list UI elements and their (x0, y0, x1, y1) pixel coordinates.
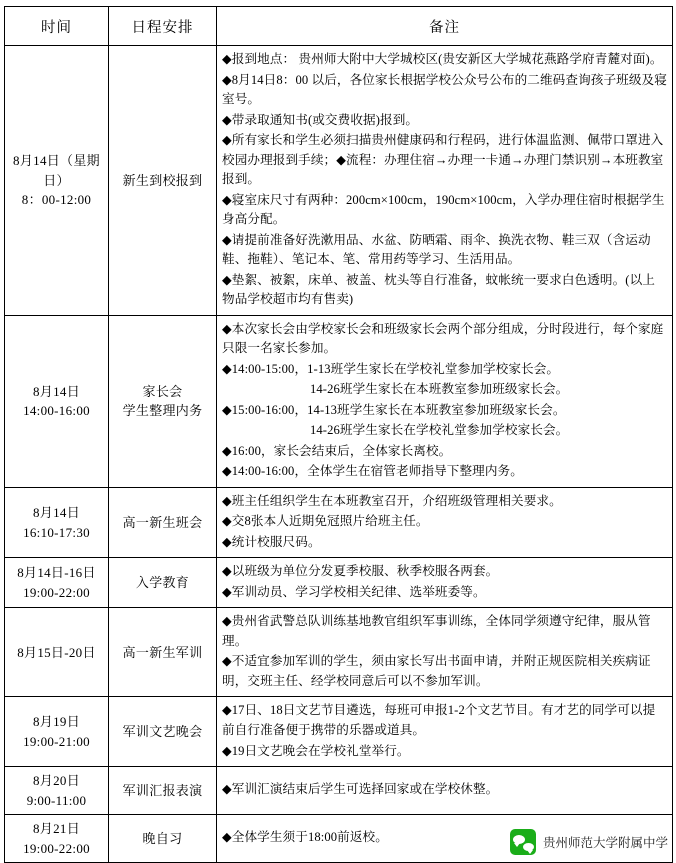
table-row (5, 558, 673, 608)
table-row (5, 315, 673, 487)
time-line: 8月15日-20日 (17, 644, 96, 660)
note-line: ◆垫絮、被絮，床单、被盖、枕头等自行准备，蚊帐统一要求白色透明。(以上物品学校超市均有售卖) (222, 272, 655, 307)
cell-time (5, 487, 109, 558)
brand-name: 贵州师范大学附属中学 (542, 836, 668, 851)
cell-note (217, 767, 673, 815)
plan-line: 学生整理内务 (122, 403, 203, 419)
cell-time (5, 46, 109, 316)
time-line: 8月21日 (33, 821, 80, 837)
time-line: 8月14日-16日 (17, 565, 96, 581)
note-line: ◆16:00，家长会结束后，全体家长离校。 (222, 443, 452, 458)
note-line: ◆不适宜参加军训的学生，须由家长写出书面申请，并附正规医院相关疾病证明，交班主任、经学校同意后可以不参加军训。 (222, 654, 651, 688)
plan-line: 军训文艺晚会 (122, 723, 203, 739)
plan-line: 高一新生军训 (122, 644, 203, 660)
cell-plan (109, 815, 217, 863)
cell-note (217, 558, 673, 608)
note-line: ◆8月14日8：00 以后，各位家长根据学校公众号公布的二维码查询孩子班级及寝室号。 (222, 72, 667, 107)
time-line: 19:00-21:00 (23, 733, 90, 749)
table-row (5, 46, 673, 316)
note-line: ◆班主任组织学生在本班教室召开，介绍班级管理相关要求。 (222, 493, 562, 508)
time-line: 16:10-17:30 (23, 524, 90, 540)
footer-brand (510, 829, 668, 855)
note-line: ◆军训汇演结束后学生可选择回家或在学校休整。 (222, 782, 499, 797)
time-line: 8月19日 (33, 714, 80, 730)
note-line: ◆报到地点： 贵州师大附中大学城校区(贵安新区大学城花燕路学府青麓对面)。 (222, 52, 663, 66)
plan-line: 军训汇报表演 (122, 782, 203, 798)
cell-note (217, 46, 673, 316)
cell-time (5, 315, 109, 487)
note-line: 14-26班学生家长在本班教室参加班级家长会。 (310, 382, 569, 397)
cell-time (5, 697, 109, 767)
time-line: 9:00-11:00 (26, 792, 87, 808)
time-line: 8月20日 (33, 773, 80, 789)
note-line: 14-26班学生家长在学校礼堂参加学校家长会。 (310, 423, 569, 438)
cell-time (5, 608, 109, 697)
plan-line: 家长会 (142, 383, 183, 399)
note-line: ◆14:00-15:00，1-13班学生家长在学校礼堂参加学校家长会。 (222, 361, 560, 376)
note-line: ◆请提前准备好洗漱用品、水盆、防晒霜、雨伞、换洗衣物、鞋三双（含运动鞋、拖鞋）、笔记本、笔、常用药等学习、生活用品。 (222, 232, 651, 267)
cell-time (5, 815, 109, 863)
cell-time (5, 558, 109, 608)
note-line: ◆所有家长和学生必须扫描贵州健康码和行程码，进行体温监测、佩带口罩进入校园办理报到手续；◆流程：办理住宿→办理一卡通→办理门禁识别→本班教室报到。 (222, 133, 664, 187)
cell-plan (109, 46, 217, 316)
plan-line: 入学教育 (135, 575, 190, 591)
cell-plan (109, 487, 217, 558)
cell-note (217, 608, 673, 697)
time-line: 19:00-22:00 (23, 840, 90, 856)
time-line: 19:00-22:00 (23, 584, 90, 600)
cell-plan (109, 315, 217, 487)
cell-note (217, 697, 673, 767)
cell-note (217, 315, 673, 487)
cell-note (217, 487, 673, 558)
wechat-icon (510, 829, 536, 855)
column-header-plan: 日程安排 (109, 7, 217, 46)
table-header-row (5, 7, 673, 46)
note-line: ◆军训动员、学习学校相关纪律、选举班委等。 (222, 584, 486, 599)
time-line: 8月14日 (33, 505, 80, 521)
table-row (5, 487, 673, 558)
table-row (5, 608, 673, 697)
table-row (5, 697, 673, 767)
note-line: ◆14:00-16:00，全体学生在宿管老师指导下整理内务。 (222, 464, 523, 479)
plan-line: 高一新生班会 (122, 514, 203, 530)
time-line: 8：00-12:00 (21, 192, 92, 208)
note-line: ◆17日、18日文艺节目遴选，每班可申报1-2个文艺节目。有才艺的同学可以提前自行准备便于携带的乐器或道具。 (222, 703, 656, 737)
note-line: ◆以班级为单位分发夏季校服、秋季校服各两套。 (222, 564, 499, 579)
note-line: ◆统计校服尺码。 (222, 534, 321, 549)
note-line: ◆15:00-16:00，14-13班学生家长在本班教室参加班级家长会。 (222, 402, 566, 417)
note-line: ◆本次家长会由学校家长会和班级家长会两个部分组成，分时段进行，每个家庭只限一名家长参加。 (222, 321, 664, 356)
plan-line: 晚自习 (142, 830, 183, 846)
column-header-time: 时间 (5, 7, 109, 46)
cell-time (5, 767, 109, 815)
note-line: ◆19日文艺晚会在学校礼堂举行。 (222, 743, 410, 758)
note-line: ◆带录取通知书(或交费收据)报到。 (222, 112, 419, 127)
note-line: ◆交8张本人近期免冠照片给班主任。 (222, 514, 429, 529)
table-row (5, 767, 673, 815)
cell-plan (109, 767, 217, 815)
cell-plan (109, 697, 217, 767)
plan-line: 新生到校报到 (122, 172, 203, 188)
table-header (5, 7, 673, 46)
time-line: 8月14日 (33, 383, 80, 399)
table-body (5, 46, 673, 863)
column-header-note: 备注 (217, 7, 673, 46)
schedule-table (4, 6, 673, 863)
note-line: ◆寝室床尺寸有两种：200cm×100cm，190cm×100cm，入学办理住宿时根据学生身高分配。 (222, 192, 665, 227)
note-line: ◆贵州省武警总队训练基地教官组织军事训练，全体同学须遵守纪律，服从管理。 (222, 614, 651, 648)
note-line: ◆全体学生须于18:00前返校。 (222, 830, 388, 845)
time-line: 8月14日（星期日） (13, 153, 100, 188)
cell-plan (109, 558, 217, 608)
cell-plan (109, 608, 217, 697)
time-line: 14:00-16:00 (23, 403, 90, 419)
